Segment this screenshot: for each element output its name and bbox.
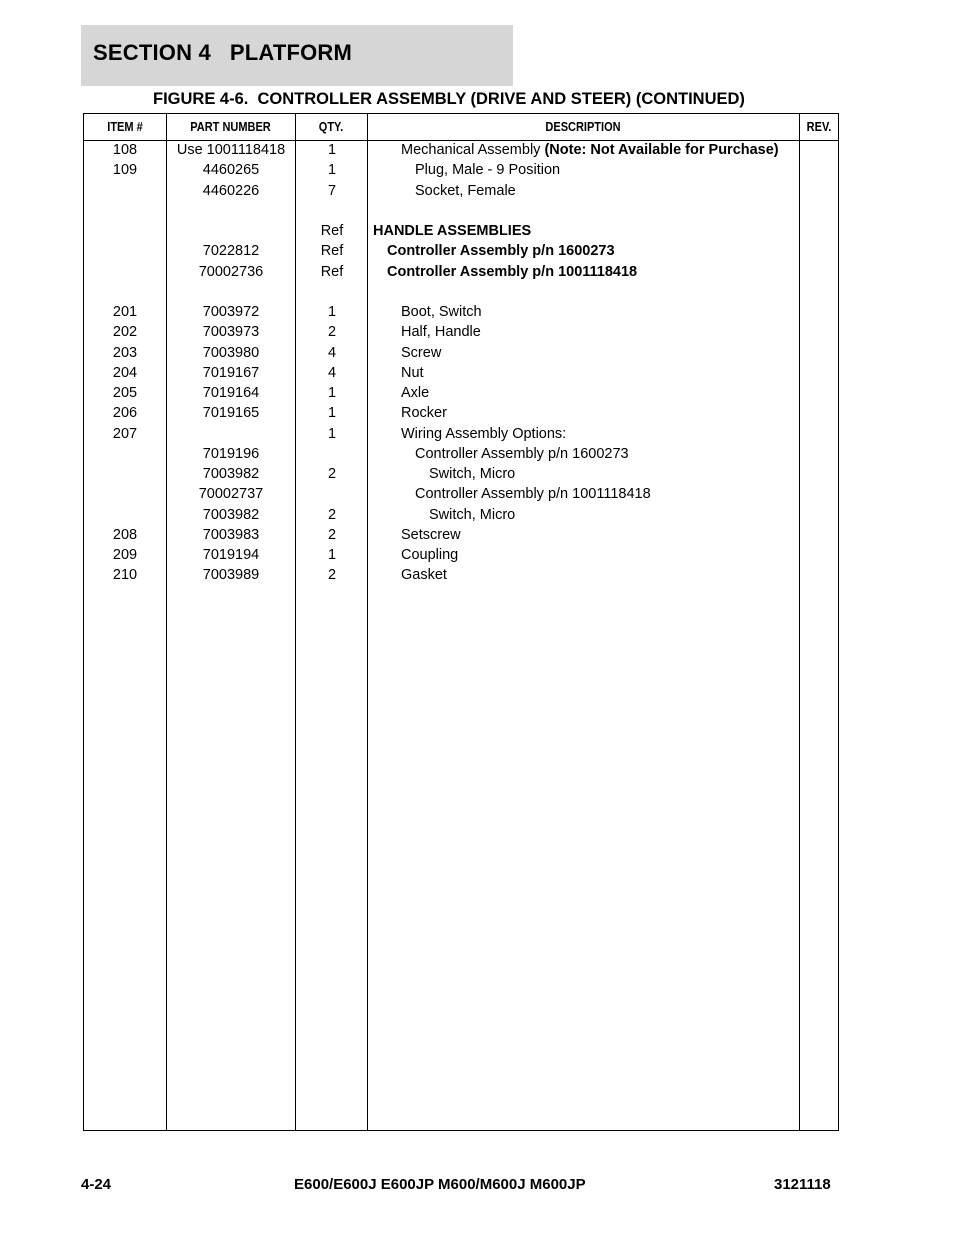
quantity: Ref (320, 263, 344, 280)
description (368, 140, 831, 160)
quantity: Ref (320, 223, 344, 239)
description-heading: Controller Assembly p/n 1600273 (387, 243, 615, 260)
description: Boot, Switch (401, 304, 482, 320)
part-number: 7019167 (202, 364, 260, 381)
description (368, 262, 817, 282)
table-row (84, 140, 838, 160)
part-number: 4460226 (202, 182, 260, 199)
quantity: 2 (327, 526, 337, 543)
quantity: 2 (327, 466, 337, 482)
quantity: 4 (327, 364, 337, 381)
part-number: 4460265 (202, 162, 260, 179)
table-row (84, 322, 838, 342)
item-number: 109 (112, 162, 138, 179)
item-number: 203 (112, 344, 138, 361)
quantity: 4 (327, 344, 337, 361)
description: Nut (401, 364, 424, 381)
table-row (84, 565, 838, 585)
part-number: 7003983 (202, 526, 260, 543)
quantity: 1 (327, 304, 337, 320)
quantity: Ref (320, 243, 344, 260)
item-number: 207 (112, 425, 138, 442)
description: Axle (401, 385, 430, 401)
table-row (84, 302, 838, 322)
description: Gasket (401, 567, 447, 584)
part-number: 7003982 (202, 466, 260, 482)
description: Socket, Female (415, 182, 516, 199)
part-number: Use 1001118418 (176, 142, 286, 158)
description-text: Mechanical Assembly (401, 142, 545, 158)
table-row (84, 444, 838, 464)
document-number: 3121118 (774, 1176, 831, 1193)
quantity: 1 (327, 162, 337, 179)
part-number: 70002736 (198, 263, 264, 280)
table-row-blank (84, 282, 838, 302)
table-row (84, 160, 838, 180)
quantity: 1 (327, 385, 337, 401)
quantity: 1 (327, 425, 337, 442)
part-number: 7019196 (202, 445, 260, 462)
description-heading: HANDLE ASSEMBLIES (373, 223, 532, 239)
description: Switch, Micro (429, 466, 516, 482)
quantity: 1 (327, 405, 337, 422)
figure-title: FIGURE 4-6. CONTROLLER ASSEMBLY (DRIVE AND STEER) (CONTINUED) (153, 90, 745, 108)
description: Plug, Male - 9 Position (415, 162, 561, 179)
description: Setscrew (401, 526, 461, 543)
description: Rocker (401, 405, 447, 422)
table-row (84, 363, 838, 383)
part-number: 70002737 (198, 486, 264, 503)
description-note: (Note: Not Available for Purchase) (544, 142, 779, 158)
part-number: 7019165 (202, 405, 260, 422)
column-header-description: DESCRIPTION (545, 120, 621, 134)
description: Coupling (401, 547, 459, 563)
column-header-rev: REV. (806, 120, 832, 134)
model-list: E600/E600J E600JP M600/M600J M600JP (294, 1176, 586, 1193)
table-row (84, 484, 838, 504)
table-row (84, 403, 838, 423)
item-number: 202 (112, 324, 138, 341)
description: Switch, Micro (429, 506, 516, 523)
part-number: 7019194 (202, 547, 260, 563)
part-number: 7003973 (202, 324, 260, 341)
table-row (84, 525, 838, 545)
table-row (84, 424, 838, 444)
part-number: 7003980 (202, 344, 260, 361)
quantity: 2 (327, 567, 337, 584)
table-row (84, 343, 838, 363)
table-row (84, 241, 838, 261)
part-number: 7003982 (202, 506, 260, 523)
table-row (84, 464, 838, 484)
quantity: 1 (327, 547, 337, 563)
description: Controller Assembly p/n 1600273 (415, 445, 629, 462)
parts-table (83, 113, 839, 1131)
column-header-item: ITEM # (107, 120, 143, 134)
quantity: 2 (327, 506, 337, 523)
table-row (84, 221, 838, 241)
item-number: 209 (112, 547, 138, 563)
description (368, 221, 803, 241)
column-header-part-number: PART NUMBER (190, 120, 271, 134)
description (368, 241, 817, 261)
item-number: 201 (112, 304, 138, 320)
quantity: 7 (327, 182, 337, 199)
table-row (84, 383, 838, 403)
item-number: 108 (112, 142, 138, 158)
part-number: 7003989 (202, 567, 260, 584)
part-number: 7003972 (202, 304, 260, 320)
item-number: 205 (112, 385, 138, 401)
table-row-blank (84, 201, 838, 221)
page-number: 4-24 (81, 1176, 112, 1193)
table-row (84, 545, 838, 565)
section-title: SECTION 4 PLATFORM (93, 40, 353, 65)
part-number: 7022812 (202, 243, 260, 260)
quantity: 1 (327, 142, 337, 158)
description: Half, Handle (401, 324, 481, 341)
parts-table-body (84, 140, 838, 586)
column-header-qty: QTY. (318, 120, 344, 134)
table-row (84, 262, 838, 282)
table-row (84, 505, 838, 525)
item-number: 208 (112, 526, 138, 543)
part-number: 7019164 (202, 385, 260, 401)
table-row (84, 181, 838, 201)
description: Screw (401, 344, 442, 361)
item-number: 210 (112, 567, 138, 584)
item-number: 204 (112, 364, 138, 381)
description: Wiring Assembly Options: (401, 425, 567, 442)
item-number: 206 (112, 405, 138, 422)
description-heading: Controller Assembly p/n 1001118418 (387, 263, 638, 280)
description: Controller Assembly p/n 1001118418 (415, 486, 651, 503)
quantity: 2 (327, 324, 337, 341)
